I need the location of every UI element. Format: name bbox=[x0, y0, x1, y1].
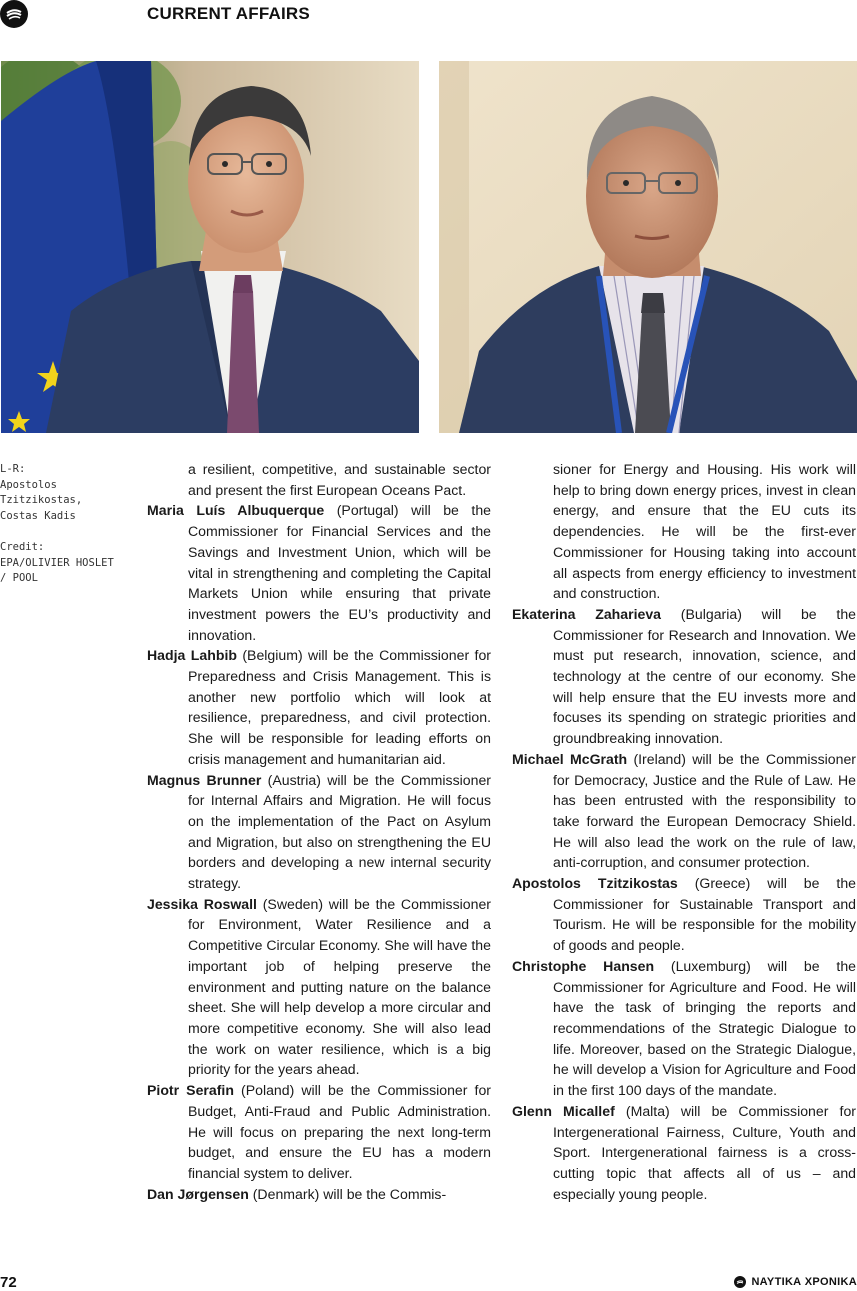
commissioner-entry bbox=[512, 956, 856, 1101]
commissioner-name: Apostolos Tzitzikostas bbox=[512, 875, 678, 892]
commissioner-description: (Malta) will be Commissioner for Intergenerational Fairness, Culture, Youth and Sport. Intergenerational fairness is a cross-cutting topic that affects all of us – and especially young people. bbox=[553, 1102, 857, 1202]
commissioner-description: (Bulgaria) will be the Commissioner for Research and Innovation. We must put research, innovation, science, and technology at the centre of our economy. She will help ensure that the EU invests more and focuses its spending on strategic priorities and groundbreaking innovation. bbox=[553, 605, 856, 747]
article-column-2 bbox=[512, 459, 856, 1204]
portrait-photo-kadis bbox=[439, 61, 857, 433]
commissioner-description: (Denmark) will be the Commis- bbox=[248, 1185, 447, 1202]
commissioner-entry bbox=[147, 645, 491, 769]
caption-line: Tzitzikostas, bbox=[0, 494, 83, 507]
commissioner-description: (Luxemburg) will be the Commissioner for Agriculture and Food. He will have the task of bringing the reports and recommendations of the Strategic Dialogue to life. Moreover, based on the Strategic Dialogue, he will develop a Vision for Agriculture and Food in the first 100 days of the mandate. bbox=[553, 957, 856, 1099]
commissioner-entry bbox=[147, 770, 491, 894]
commissioner-entry bbox=[147, 1080, 491, 1184]
article-column-1 bbox=[147, 459, 491, 1204]
caption-line: Costas Kadis bbox=[0, 509, 76, 522]
commissioner-entry bbox=[512, 873, 856, 956]
commissioner-entry bbox=[147, 894, 491, 1080]
photo-caption bbox=[0, 462, 125, 587]
commissioner-description: (Belgium) will be the Commissioner for Preparedness and Crisis Management. This is another new portfolio which will look at resilience, preparedness, and civil protection. She will be responsible for leading efforts on crisis management and humanitarian aid. bbox=[188, 647, 491, 767]
commissioner-description: (Austria) will be the Commissioner for Internal Affairs and Migration. He will focus on the implementation of the Pact on Asylum and Migration, but also on strengthening the EU borders and developing a new internal security strategy. bbox=[188, 771, 491, 892]
commissioner-description: (Sweden) will be the Commissioner for Environment, Water Resilience and a Competitive Circular Economy. She will have the important job of helping preserve the environment and putting nature on the balance sheet. She will help develop a more circular and more competitive economy. She will also lead the work on water resilience, which is a big priority for the years ahead. bbox=[188, 895, 491, 1078]
commissioner-entry bbox=[512, 749, 856, 873]
commissioner-name: Piotr Serafin bbox=[147, 1082, 234, 1099]
paragraph-continuation: a resilient, competitive, and sustainable sector and present the first European Oceans Pact. bbox=[188, 461, 491, 498]
commissioner-entry bbox=[512, 1101, 856, 1205]
commissioner-entry bbox=[512, 604, 856, 749]
commissioner-name: Glenn Micallef bbox=[512, 1102, 615, 1119]
caption-line: Apostolos bbox=[0, 478, 57, 491]
footer-brand bbox=[734, 1276, 857, 1288]
section-title: CURRENT AFFAIRS bbox=[147, 4, 310, 23]
commissioner-entry bbox=[147, 500, 491, 645]
credit-line: Credit: bbox=[0, 540, 45, 553]
credit-line: / POOL bbox=[0, 572, 38, 585]
paragraph-continuation: sioner for Energy and Housing. His work will help to bring down energy prices, invest in clean energy, and ensure that the EU cuts its dependencies. He will be the first-ever Commissioner for Housing taking into account all aspects from energy efficiency to investment and construction. bbox=[553, 461, 856, 602]
credit-line: EPA/OLIVIER HOSLET bbox=[0, 556, 114, 569]
commissioner-name: Michael McGrath bbox=[512, 750, 628, 767]
commissioner-description: (Portugal) will be the Commissioner for Financial Services and the Savings and Investment Union, which will be vital in strengthening and completing the Capital Markets Union while ensuring that private investment powers the EU’s productivity and innovation. bbox=[188, 502, 491, 643]
commissioner-name: Jessika Roswall bbox=[147, 895, 257, 912]
commissioner-description: (Poland) will be the Commissioner for Budget, Anti-Fraud and Public Administration. He will focus on preparing the next long-term budget, and ensure the EU has a modern financial system to deliver. bbox=[188, 1082, 491, 1181]
commissioner-name: Magnus Brunner bbox=[147, 771, 262, 788]
commissioner-name: Dan Jørgensen bbox=[147, 1185, 249, 1202]
commissioner-name: Maria Luís Albuquerque bbox=[147, 502, 325, 519]
caption-line: L-R: bbox=[0, 463, 26, 475]
commissioner-entry bbox=[147, 1184, 491, 1205]
commissioner-name: Hadja Lahbib bbox=[147, 647, 237, 664]
brand-name: ΝΑΥΤΙΚΑ ΧΡΟΝΙΚΑ bbox=[751, 1276, 857, 1288]
commissioner-name: Ekaterina Zaharieva bbox=[512, 605, 662, 622]
commissioner-description: (Ireland) will be the Commissioner for Democracy, Justice and the Rule of Law. He has been entrusted with the responsibility to take forward the European Democracy Shield. He will also lead the work on the rule of law, anti-corruption, and consumer protection. bbox=[553, 750, 856, 871]
commissioner-name: Christophe Hansen bbox=[512, 957, 655, 974]
page-number: 72 bbox=[0, 1274, 17, 1291]
publication-logo-icon bbox=[0, 0, 28, 28]
portrait-photo-tzitzikostas bbox=[1, 61, 419, 433]
commissioner-description: (Greece) will be the Commissioner for Sustainable Transport and Tourism. He will be responsible for the mobility of goods and people. bbox=[553, 875, 857, 954]
brand-logo-icon bbox=[734, 1276, 746, 1288]
